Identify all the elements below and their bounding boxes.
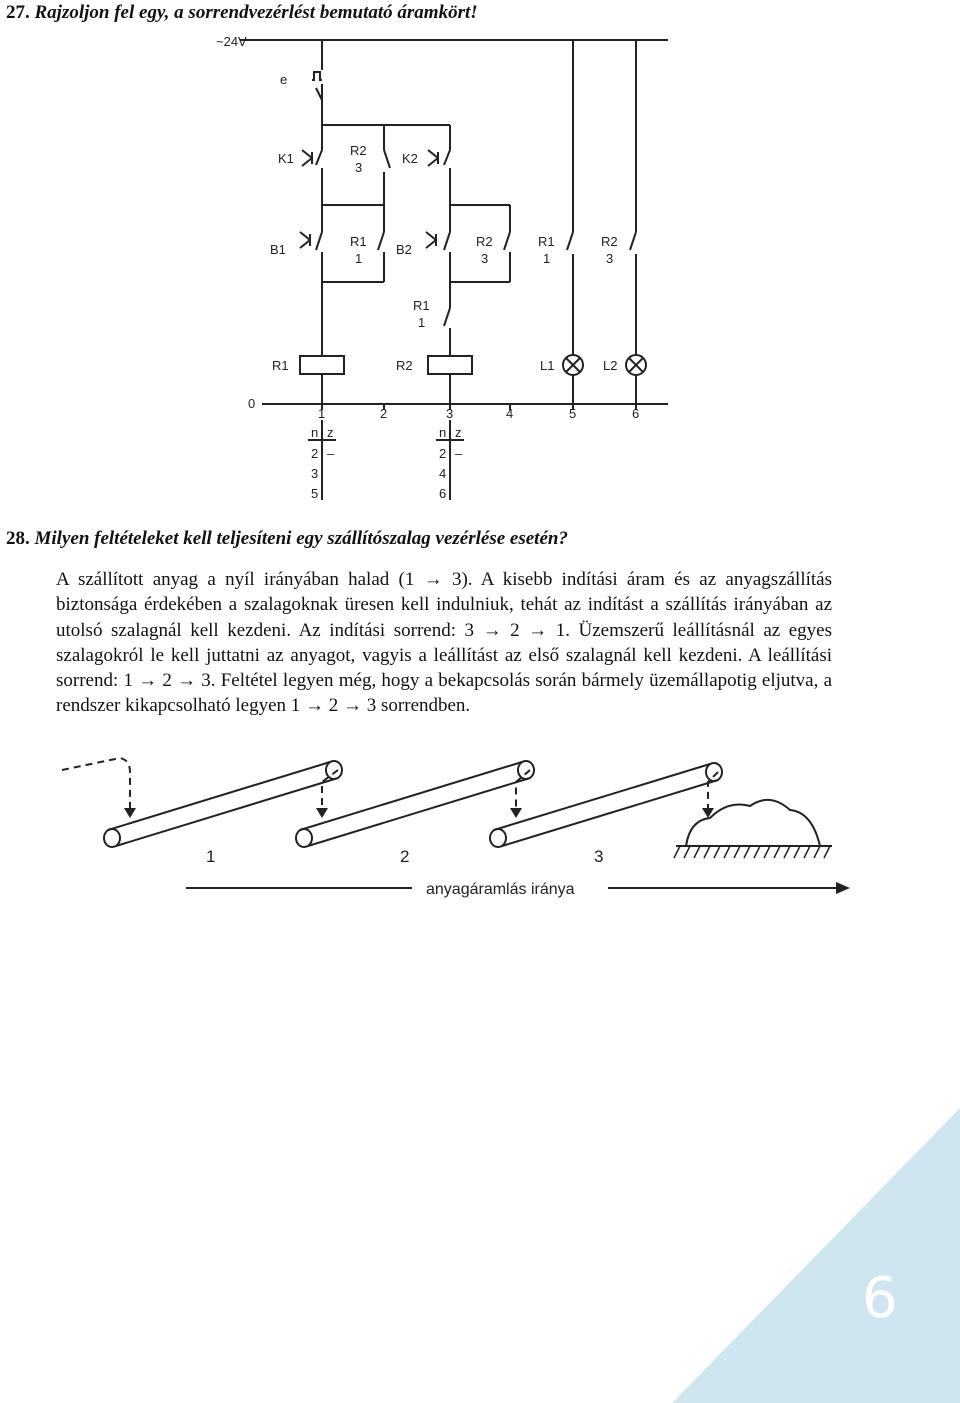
table2-n: n — [439, 425, 447, 440]
answer-paragraph: A szállított anyag a nyíl irányában halad (1 → 3). A kisebb indítási áram és az anyagszállítás biztonsága érdekében a szalagoknak üresen kell indulniuk, tehát az indítást a szállítás irányában az utolsó szalagnál kell kezdeni. Az indítási sorrend: 3 → 2 → 1. Üzemszerű leállításnál az egyes szalagokról le kell juttatni az anyagot, vagyis a leállítást az első szalagnál kell kezdeni. A leállítási sorrend: 1 → 2 → 3. Feltétel legyen még, hogy a bekapcsolás során bármely üzemállapotig eljutva, a rendszer kikapcsolható legyen 1 → 2 → 3 sorrendben. — [56, 569, 832, 717]
belt-number-2: 2 — [400, 847, 410, 866]
question-27-number: 27. — [6, 2, 30, 23]
b1-label: B1 — [270, 242, 286, 257]
flow-direction-label: anyagáramlás iránya — [426, 881, 575, 898]
question-28-text: Milyen feltételeket kell teljesíteni egy szállítószalag vezérlése esetén? — [34, 528, 568, 549]
r2-3-label-c: 3 — [606, 251, 614, 266]
node-2: 2 — [380, 406, 388, 421]
k1-label: K1 — [278, 151, 294, 166]
r1-1-label-b: 1 — [543, 251, 551, 266]
r2-label-a: R2 — [350, 143, 367, 158]
table2-r1c1: 2 — [439, 446, 447, 461]
node-3: 3 — [446, 406, 454, 421]
r1-1-label-c: 1 — [418, 315, 426, 330]
node-4: 4 — [506, 406, 514, 421]
r2-3-label: 3 — [355, 160, 363, 175]
question-28-number: 28. — [6, 528, 30, 549]
belt-number-3: 3 — [594, 847, 604, 866]
r2-label-c: R2 — [601, 234, 618, 249]
r1-label-b: R1 — [538, 234, 555, 249]
table1-n: n — [311, 425, 319, 440]
r1-1-label-a: 1 — [355, 251, 363, 266]
table1-r1c1: 2 — [311, 446, 319, 461]
b2-label: B2 — [396, 242, 412, 257]
table1-r2c1: 3 — [311, 466, 319, 481]
table1-r3c1: 5 — [311, 486, 319, 501]
ground-label: 0 — [248, 396, 256, 411]
r2-label-b: R2 — [476, 234, 493, 249]
table2-r3c1: 6 — [439, 486, 447, 501]
table2-r1c2: – — [455, 446, 463, 461]
e-label: e — [280, 72, 288, 87]
supply-label: ~24V — [216, 34, 247, 49]
page-number: 6 — [862, 1266, 898, 1331]
node-6: 6 — [632, 406, 640, 421]
table2-r2c1: 4 — [439, 466, 447, 481]
k2-label: K2 — [402, 151, 418, 166]
r1-label-c: R1 — [413, 298, 430, 313]
table1-r1c2: – — [327, 446, 335, 461]
r2-coil-label: R2 — [396, 358, 413, 373]
l1-label: L1 — [540, 358, 555, 373]
r2-3-label-b: 3 — [481, 251, 489, 266]
table1-z: z — [327, 425, 334, 440]
node-5: 5 — [569, 406, 577, 421]
table2-z: z — [455, 425, 462, 440]
question-27-text: Rajzoljon fel egy, a sorrendvezérlést bemutató áramkört! — [34, 2, 478, 23]
l2-label: L2 — [603, 358, 618, 373]
belt-number-1: 1 — [206, 847, 216, 866]
r1-coil-label: R1 — [272, 358, 289, 373]
r1-label-a: R1 — [350, 234, 367, 249]
node-1: 1 — [318, 406, 326, 421]
